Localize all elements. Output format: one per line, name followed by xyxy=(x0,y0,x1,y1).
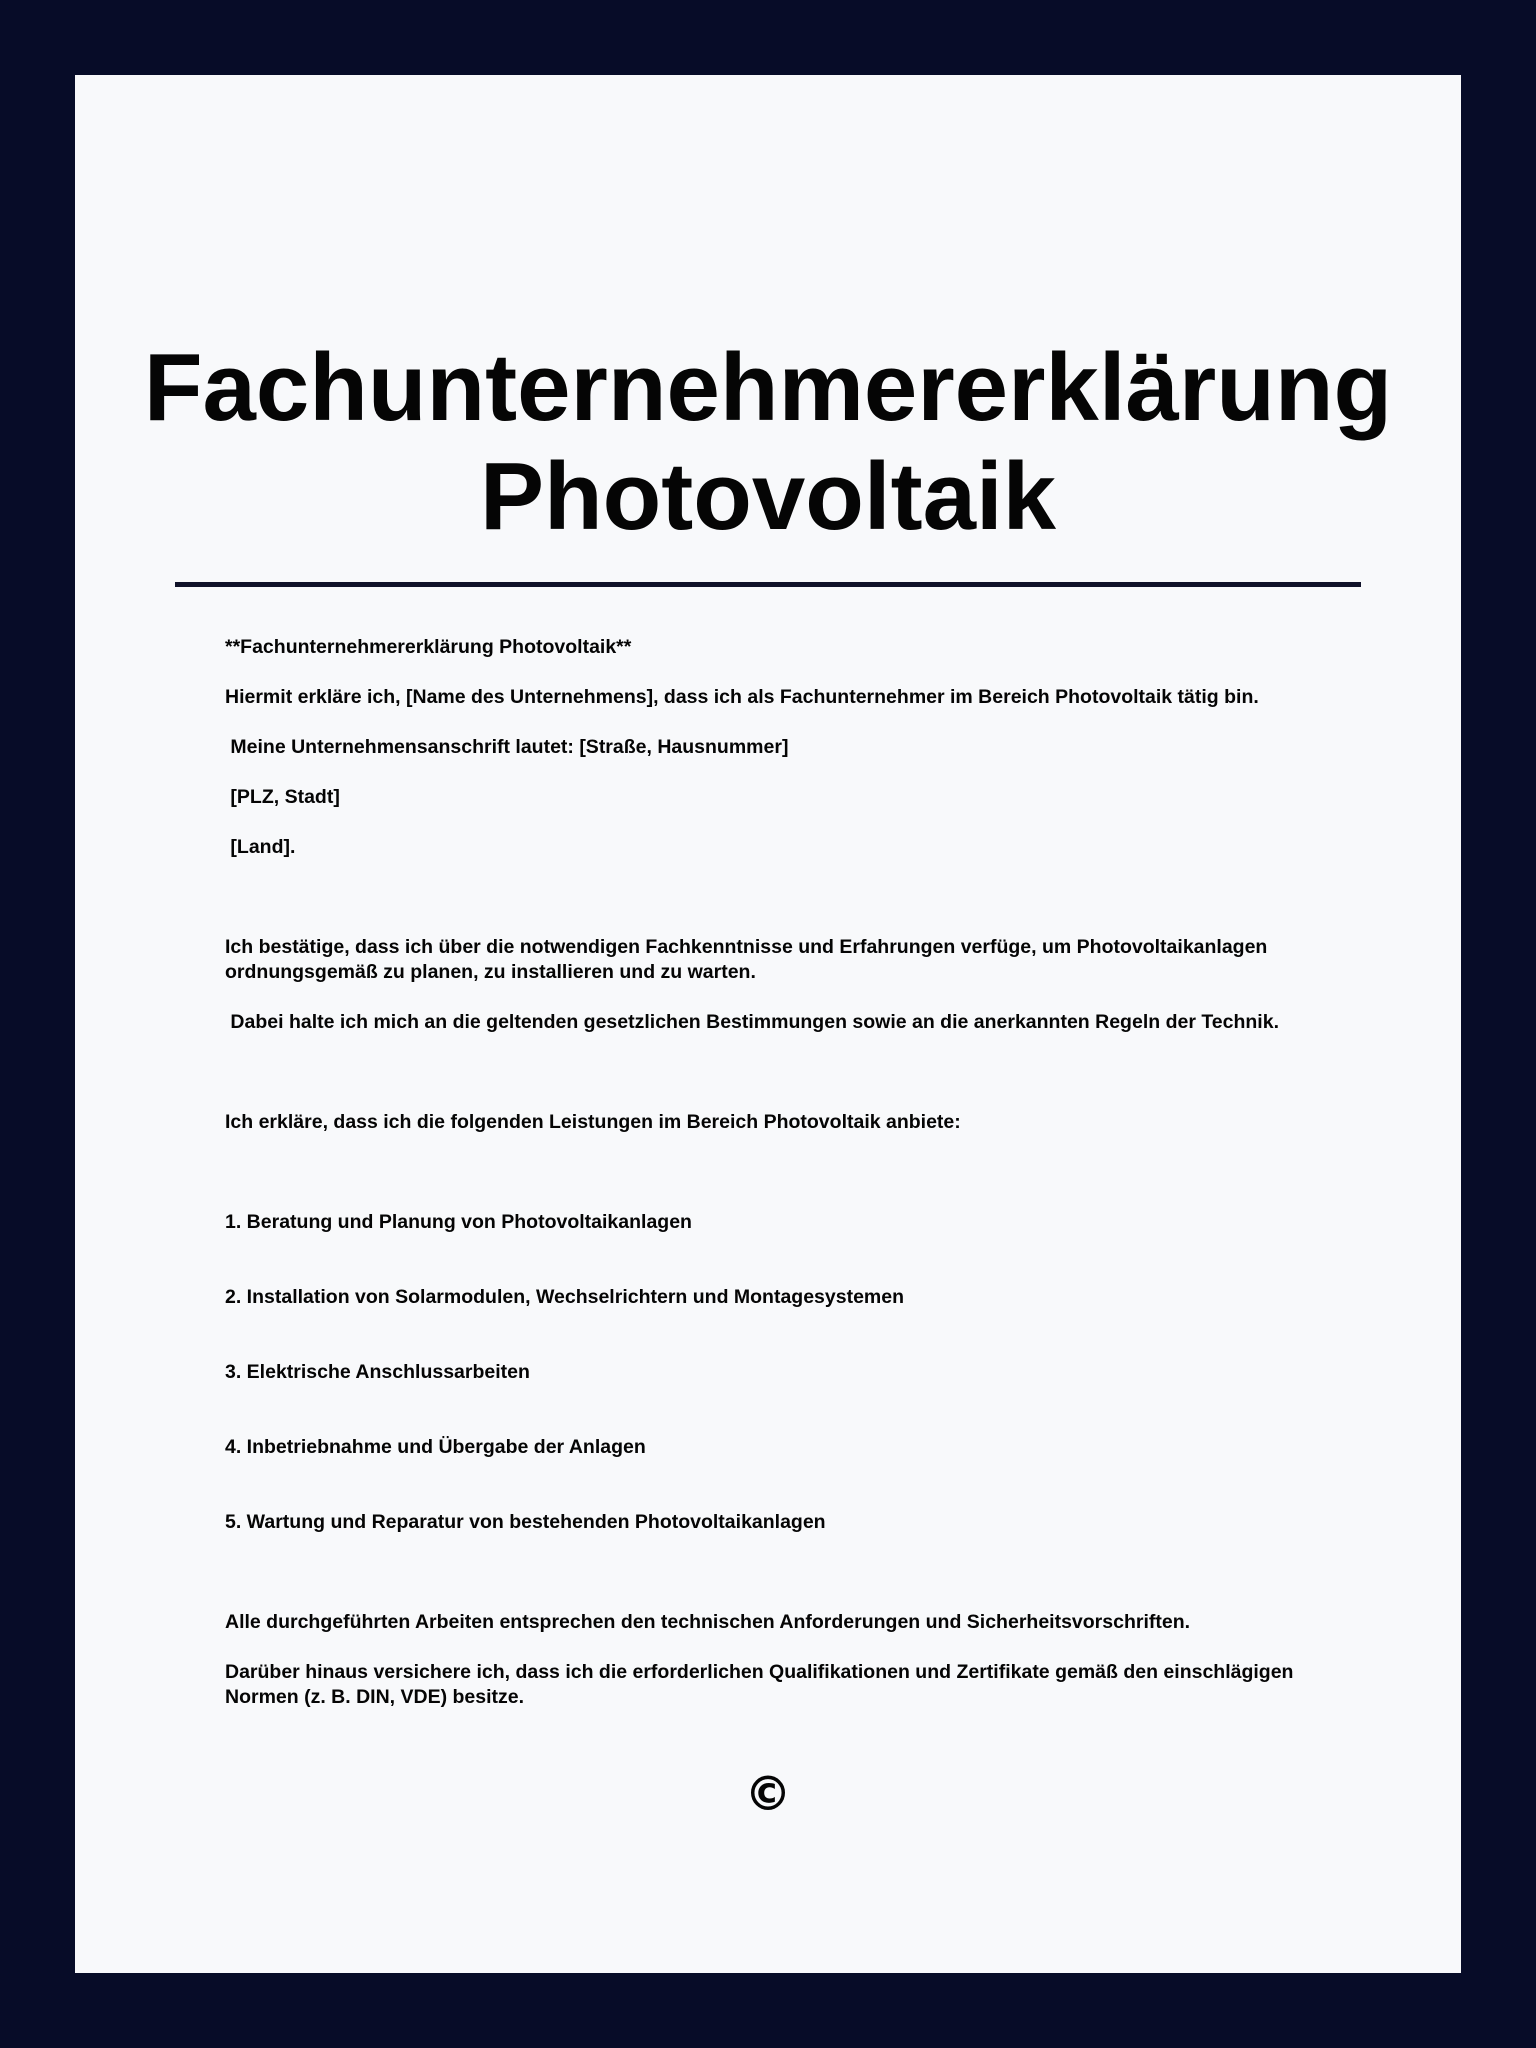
service-list-item: 4. Inbetriebnahme und Übergabe der Anlagen xyxy=(225,1436,646,1458)
service-list-item: 1. Beratung und Planung von Photovoltaikanlagen xyxy=(225,1211,692,1233)
document-title xyxy=(75,333,1461,551)
services-intro-paragraph: Ich erkläre, dass ich die folgenden Leistungen im Bereich Photovoltaik anbiete: xyxy=(225,1111,961,1133)
document-heading-paragraph: **Fachunternehmererklärung Photovoltaik** xyxy=(225,636,632,658)
service-list-item: 2. Installation von Solarmodulen, Wechselrichtern und Montagesystemen xyxy=(225,1286,905,1308)
competence-paragraph: Ich bestätige, dass ich über die notwendigen Fachkenntnisse und Erfahrungen verfüge, um Photovoltaikanlagen ordnungsgemäß zu planen, zu installieren und zu warten. xyxy=(225,936,1273,983)
title-divider xyxy=(175,582,1361,587)
address-street-paragraph: Meine Unternehmensanschrift lautet: [Straße, Hausnummer] xyxy=(225,736,789,758)
compliance-paragraph: Alle durchgeführten Arbeiten entsprechen den technischen Anforderungen und Sicherheitsvorschriften. xyxy=(225,1611,1191,1633)
title-line-1: Fachunternehmererklärung xyxy=(143,334,1393,441)
declaration-paragraph: Hiermit erkläre ich, [Name des Unternehmens], dass ich als Fachunternehmer im Bereich Photovoltaik tätig bin. xyxy=(225,686,1259,708)
service-list-item: 5. Wartung und Reparatur von bestehenden Photovoltaikanlagen xyxy=(225,1511,826,1533)
regulations-paragraph: Dabei halte ich mich an die geltenden gesetzlichen Bestimmungen sowie an die anerkannten Regeln der Technik. xyxy=(225,1011,1279,1033)
address-country-paragraph: [Land]. xyxy=(225,836,296,858)
title-line-2: Photovoltaik xyxy=(479,443,1057,550)
document-page xyxy=(75,75,1461,1973)
service-list-item: 3. Elektrische Anschlussarbeiten xyxy=(225,1361,530,1383)
qualifications-paragraph: Darüber hinaus versichere ich, dass ich die erforderlichen Qualifikationen und Zertifikate gemäß den einschlägigen Normen (z. B. DIN, VDE) besitze. xyxy=(225,1661,1299,1708)
copyright-icon: © xyxy=(744,1767,792,1822)
address-city-paragraph: [PLZ, Stadt] xyxy=(225,786,340,808)
